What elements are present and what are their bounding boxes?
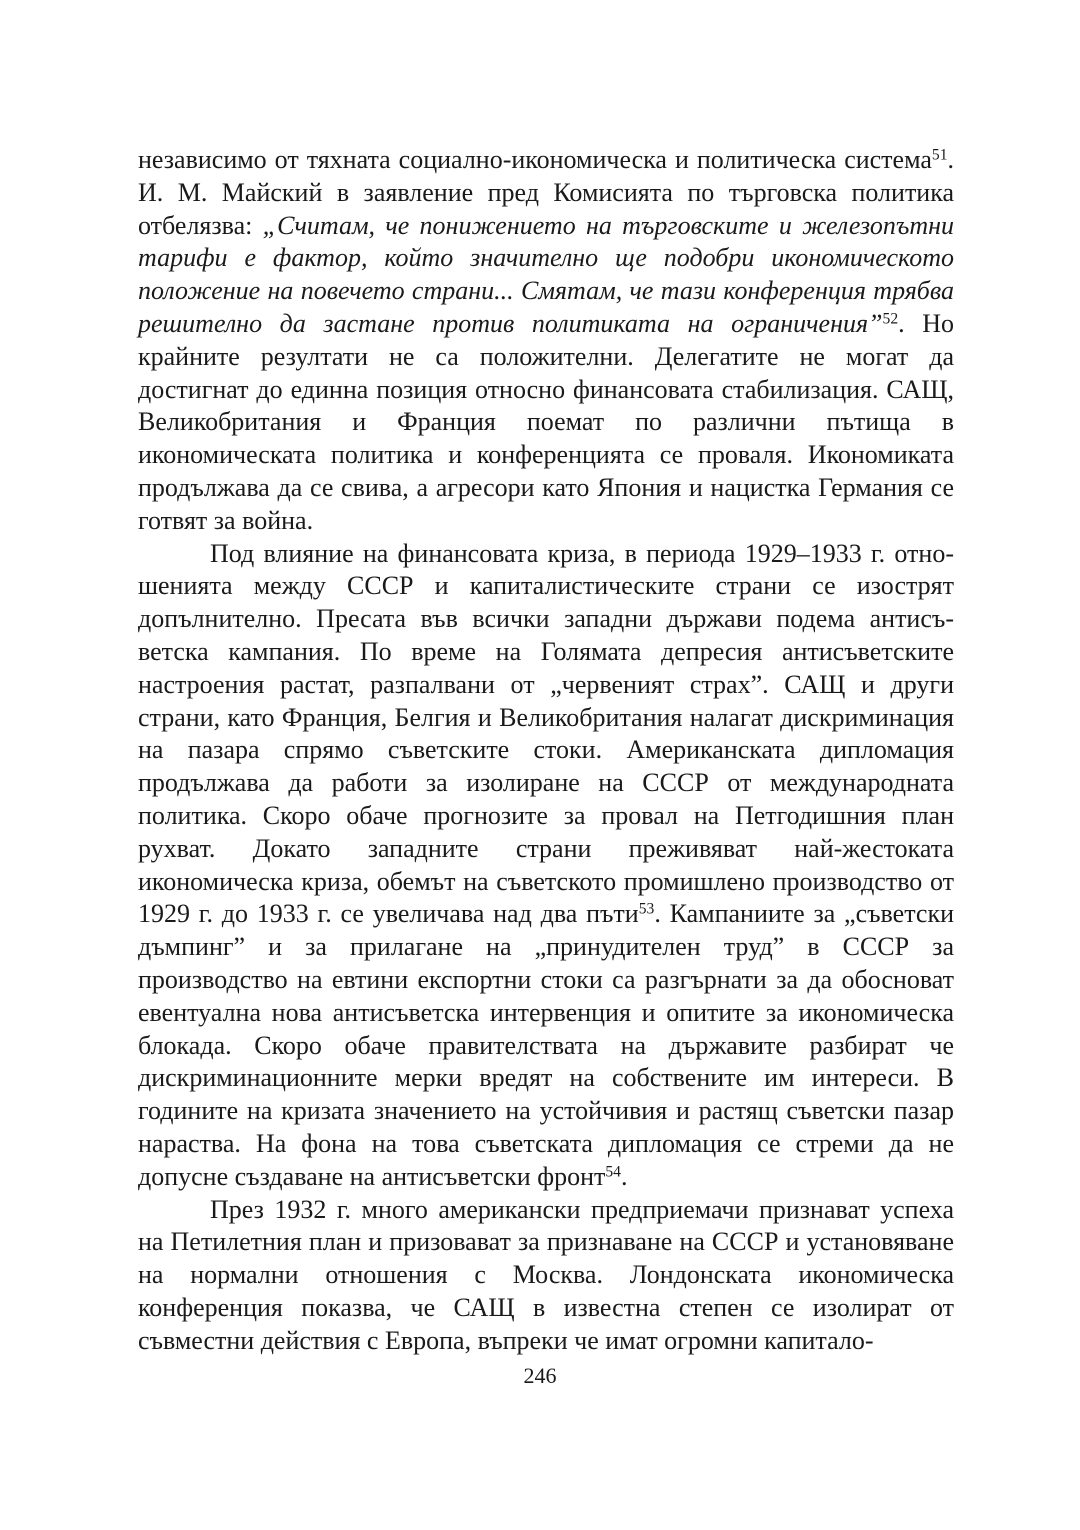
text-run: . Но крайните резултати не са положителни. Делегатите не могат да достигнат до единна позиция относно финансовата стабилизация. САЩ, Великобритания и Франция поемат по различни пътища в икономическата политика и конференцията се проваля. Икономиката продължава да се свива, а агресори като Япония и нацистка Германия се готвят за война. [138, 308, 955, 535]
footnote-ref: 52 [882, 310, 899, 328]
text-run: . И. М. Майский в заявление пред Комисията по търговска политика отбелязва: [138, 145, 954, 240]
text-run: . Кампаниите за „съветски дъмпинг” и за прилагане на „принудителен труд” в СССР за производство на евтини експортни стоки са разгърнати за да обосноват евентуална нова антисъветска интервенция и опитите за икономическа блокада. Скоро обаче правителствата на държавите разбират че дискриминационните мерки вредят на собствените им интереси. В годините на кризата значението на устойчивия и растящ съветски пазар нараства. На фона на това съветската дипломация се стреми да не допусне създаване на антисъветски фронт [138, 899, 954, 1191]
page-number: 246 [523, 1363, 557, 1388]
quotation: „Считам, че понижението на търговските и железопътни тарифи е фактор, който значително ще подобри икономическото положение на повечето страни... Смятам, че тази конференция трябва решително да застане против политиката на ограничения” [138, 210, 954, 338]
paragraph-1932 [138, 1194, 954, 1358]
text-run: независимо от тяхната социално-икономическа и политическа система [138, 145, 932, 174]
text-run: През 1932 г. много американски предприемачи признават успеха на Петилетния план и призовават за признаване на СССР и установяване на нормални отношения с Москва. Лондонската икономическа конференция показва, че САЩ в известна степен се изолират от съвместни действия с Европа, въпреки че имат огромни капитало- [138, 1194, 954, 1355]
footnote-ref: 53 [638, 900, 655, 918]
paragraph-financial-crisis [138, 538, 954, 1194]
paragraph-continuation [138, 144, 954, 538]
footnote-ref: 54 [605, 1163, 621, 1181]
text-run: . [620, 1161, 628, 1191]
text-run: Под влияние на финансовата криза, в периода 1929–1933 г. отношенията между СССР и капиталистическите страни се изострят допълнително. Пресата във всички западни държави подема антисъветска кампания. По време на Голямата депресия антисъветските настроения растат, разпалвани от „червеният страх”. САЩ и други страни, като Франция, Белгия и Великобритания налагат дискриминация на пазара спрямо съветските стоки. Американската дипломация продължава да работи за изолиране на СССР от международната политика. Скоро обаче прогнозите за провал на Петгодишния план рухват. Докато западните страни преживяват най-жестоката икономическа криза, обемът на съветското промишлено производство от 1929 г. до 1933 г. се увеличава над два пъти [138, 538, 954, 929]
footnote-ref: 51 [931, 146, 948, 164]
body-text [138, 144, 954, 1357]
